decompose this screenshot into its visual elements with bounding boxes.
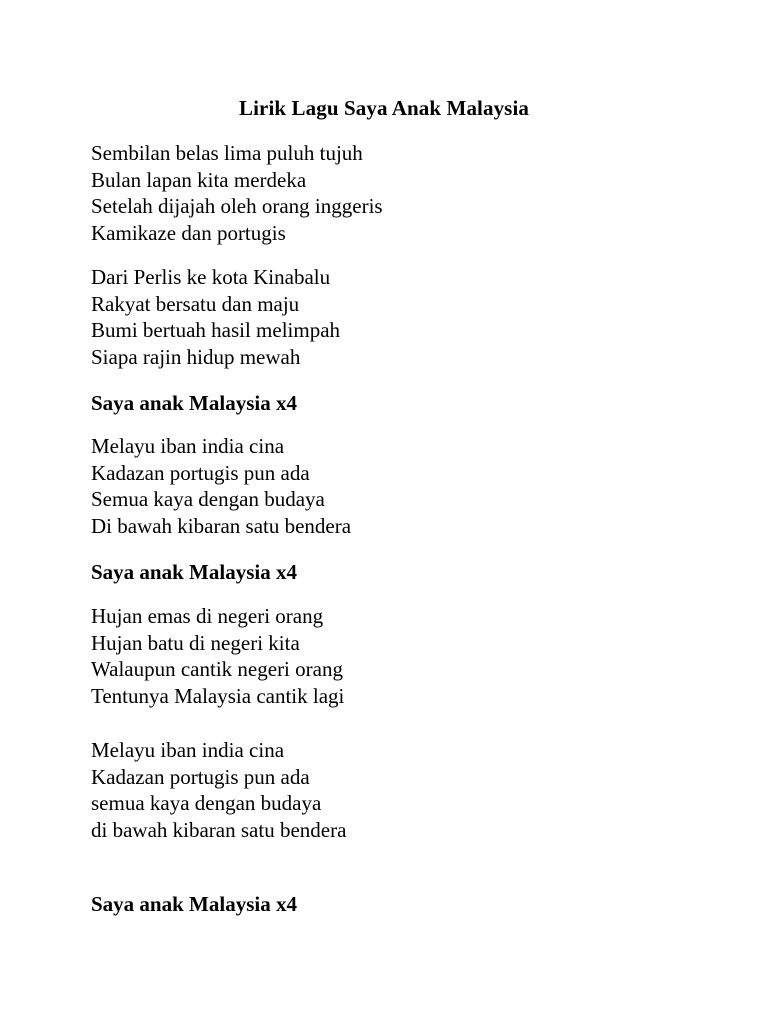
refrain-line: Saya anak Malaysia x4	[91, 560, 297, 584]
verse-3	[91, 433, 711, 540]
lyric-line: Kadazan portugis pun ada	[91, 460, 310, 485]
lyric-line: Di bawah kibaran satu bendera	[91, 514, 352, 539]
refrain-3	[91, 891, 711, 918]
lyric-line: Melayu iban india cina	[91, 434, 285, 458]
lyric-line: di bawah kibaran satu bendera	[91, 818, 347, 843]
verse-1	[91, 140, 711, 247]
verse-2	[91, 264, 711, 371]
verse-4	[91, 603, 711, 710]
lyric-line: semua kaya dengan budaya	[91, 791, 322, 816]
lyric-line: Dari Perlis ke kota Kinabalu	[91, 265, 331, 289]
verse-5	[91, 737, 711, 844]
lyric-line: Bumi bertuah hasil melimpah	[91, 318, 341, 343]
lyric-line: Setelah dijajah oleh orang inggeris	[91, 194, 383, 219]
lyric-line: Bulan lapan kita merdeka	[91, 167, 307, 192]
lyric-line: Hujan batu di negeri kita	[91, 630, 300, 655]
lyric-line: Hujan emas di negeri orang	[91, 604, 324, 628]
lyric-line: Rakyat bersatu dan maju	[91, 291, 300, 316]
lyric-line: Kamikaze dan portugis	[91, 221, 286, 246]
refrain-1	[91, 390, 711, 417]
lyric-line: Kadazan portugis pun ada	[91, 764, 310, 789]
refrain-line: Saya anak Malaysia x4	[91, 892, 297, 916]
lyric-line: Siapa rajin hidup mewah	[91, 345, 301, 370]
page-title: Lirik Lagu Saya Anak Malaysia	[239, 96, 529, 120]
refrain-2	[91, 559, 711, 586]
lyric-line: Melayu iban india cina	[91, 738, 285, 762]
lyric-line: Semua kaya dengan budaya	[91, 487, 325, 512]
lyric-line: Tentunya Malaysia cantik lagi	[91, 684, 345, 709]
lyric-line: Sembilan belas lima puluh tujuh	[91, 141, 363, 165]
refrain-line: Saya anak Malaysia x4	[91, 391, 297, 415]
lyric-line: Walaupun cantik negeri orang	[91, 657, 343, 682]
